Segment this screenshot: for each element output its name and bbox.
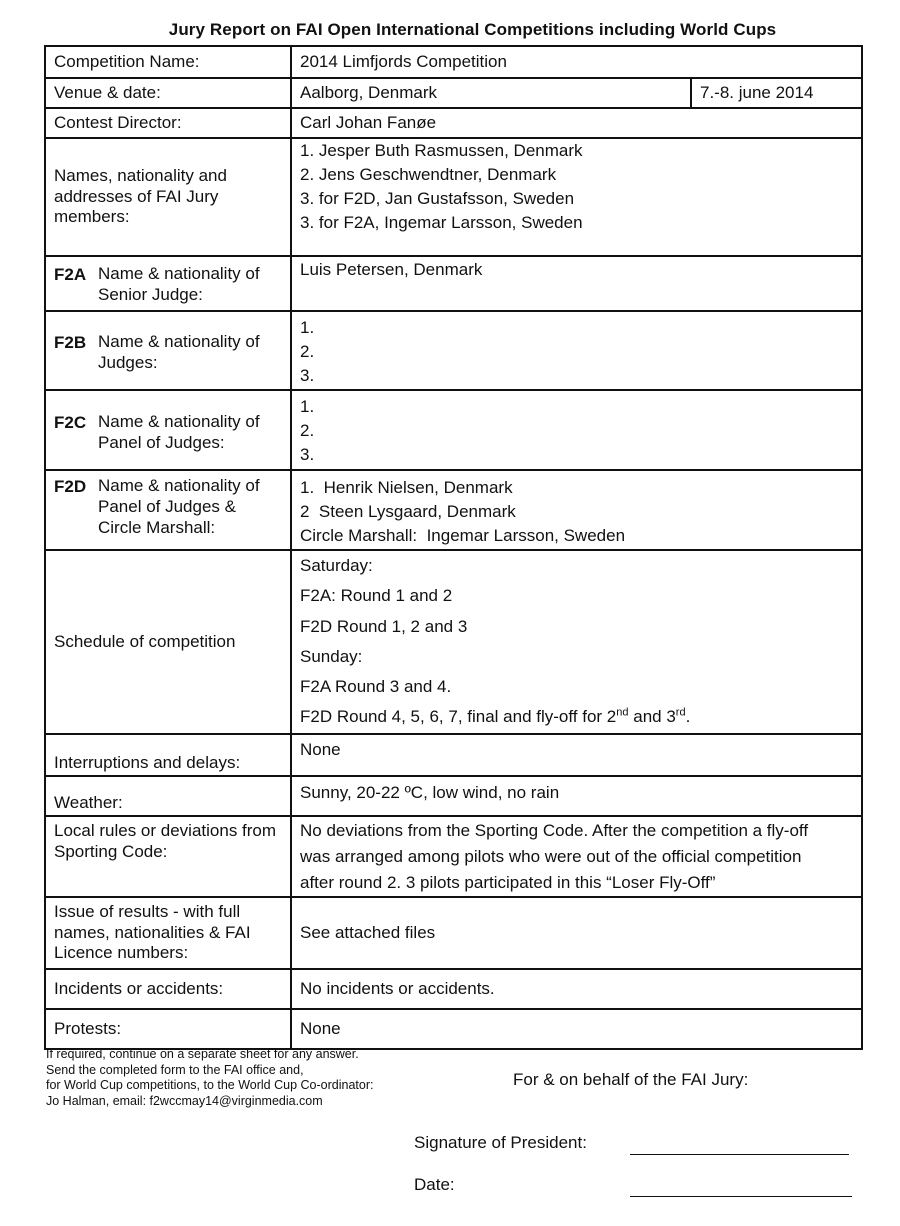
judge-entry: 1. Henrik Nielsen, Denmark (300, 478, 513, 497)
jury-member: 2. Jens Geschwendtner, Denmark (300, 165, 557, 184)
jury-report-form (44, 45, 863, 1050)
results-value: See attached files (291, 897, 862, 969)
schedule-line-final (300, 702, 853, 732)
local-rules-label: Local rules or deviations from Sporting Code: (45, 816, 291, 897)
weather-label: Weather: (45, 776, 291, 816)
schedule-text: and 3 (628, 707, 676, 727)
protests-value: None (291, 1009, 862, 1049)
interruptions-label: Interruptions and delays: (45, 734, 291, 776)
f2b-code: F2B (54, 333, 87, 352)
signature-label: Signature of President: (414, 1133, 587, 1152)
page-title: Jury Report on FAI Open International Competitions including World Cups (168, 20, 777, 39)
f2b-label: Name & nationality of Judges: (98, 332, 260, 372)
competition-label: Competition Name: (45, 46, 291, 78)
jury-label: Names, nationality and addresses of FAI Jury members: (45, 138, 291, 256)
f2b-judges (291, 311, 862, 390)
incidents-label: Incidents or accidents: (45, 969, 291, 1009)
f2a-code: F2A (54, 265, 87, 284)
schedule-text: . (685, 707, 691, 727)
venue-date: 7.-8. june 2014 (691, 78, 862, 108)
jury-behalf-text: For & on behalf of the FAI Jury: (513, 1070, 749, 1089)
row-competition (45, 46, 862, 78)
f2c-label-cell (45, 390, 291, 470)
row-results (45, 897, 862, 969)
incidents-value: No incidents or accidents. (291, 969, 862, 1009)
schedule-line: Sunday: (300, 646, 363, 666)
signature-line[interactable] (630, 1154, 849, 1155)
ordinal-suffix: rd (675, 706, 686, 719)
f2d-label-cell (45, 470, 291, 550)
f2a-value: Luis Petersen, Denmark (291, 256, 862, 311)
row-protests (45, 1009, 862, 1049)
judge-slot: 3. (300, 445, 315, 464)
f2c-label: Name & nationality of Panel of Judges: (98, 412, 260, 452)
competition-value: 2014 Limfjords Competition (291, 46, 862, 78)
schedule-line: F2A: Round 1 and 2 (300, 586, 453, 606)
judge-slot: 3. (300, 366, 315, 385)
f2d-code: F2D (54, 477, 87, 496)
row-f2a (45, 256, 862, 311)
schedule-line: Saturday: (300, 556, 373, 575)
circle-marshall-entry: Circle Marshall: Ingemar Larsson, Sweden (300, 526, 626, 545)
submission-note (46, 1047, 373, 1109)
date-label: Date: (414, 1175, 455, 1194)
schedule-lines (291, 550, 862, 734)
protests-label: Protests: (45, 1009, 291, 1049)
f2c-judges (291, 390, 862, 470)
local-rules-line: after round 2. 3 pilots participated in this “Loser Fly-Off” (300, 873, 716, 892)
note-line: Send the completed form to the FAI office and, (46, 1062, 304, 1077)
row-f2c (45, 390, 862, 470)
judge-slot: 2. (300, 342, 315, 361)
jury-member: 3. for F2D, Jan Gustafsson, Sweden (300, 189, 575, 208)
jury-member: 3. for F2A, Ingemar Larsson, Sweden (300, 213, 583, 232)
row-schedule (45, 550, 862, 734)
director-value: Carl Johan Fanøe (291, 108, 862, 138)
row-f2b (45, 311, 862, 390)
local-rules-line: No deviations from the Sporting Code. After the competition a fly-off (300, 821, 809, 840)
f2b-label-cell (45, 311, 291, 390)
schedule-line: F2A Round 3 and 4. (300, 677, 452, 697)
row-local-rules (45, 816, 862, 897)
local-rules-text (291, 816, 862, 897)
f2a-label-cell (45, 256, 291, 311)
interruptions-value: None (291, 734, 862, 776)
f2c-code: F2C (54, 413, 87, 432)
weather-value: Sunny, 20-22 ºC, low wind, no rain (291, 776, 862, 816)
row-incidents (45, 969, 862, 1009)
note-line: If required, continue on a separate sheet for any answer. (46, 1047, 359, 1061)
director-label: Contest Director: (45, 108, 291, 138)
row-director (45, 108, 862, 138)
jury-member: 1. Jesper Buth Rasmussen, Denmark (300, 141, 583, 160)
date-line[interactable] (630, 1196, 852, 1197)
judge-slot: 2. (300, 421, 315, 440)
local-rules-line: was arranged among pilots who were out of the official competition (300, 847, 802, 866)
row-weather (45, 776, 862, 816)
schedule-line: F2D Round 1, 2 and 3 (300, 616, 468, 636)
row-interruptions (45, 734, 862, 776)
note-line: Jo Halman, email: f2wccmay14@virginmedia.com (46, 1093, 323, 1108)
row-f2d (45, 470, 862, 550)
venue-value: Aalborg, Denmark (291, 78, 691, 108)
judge-slot: 1. (300, 318, 315, 337)
f2d-judges (291, 470, 862, 550)
schedule-text: F2D Round 4, 5, 6, 7, final and fly-off for 2 (300, 707, 617, 727)
judge-entry: 2 Steen Lysgaard, Denmark (300, 502, 516, 521)
f2a-label: Name & nationality of Senior Judge: (98, 264, 260, 304)
f2d-label: Name & nationality of Panel of Judges & Circle Marshall: (98, 476, 260, 537)
venue-label: Venue & date: (45, 78, 291, 108)
note-line: for World Cup competitions, to the World Cup Co-ordinator: (46, 1078, 374, 1092)
row-jury (45, 138, 862, 256)
ordinal-suffix: nd (616, 706, 629, 719)
jury-members (291, 138, 862, 256)
row-venue (45, 78, 862, 108)
judge-slot: 1. (300, 397, 315, 416)
results-label: Issue of results - with full names, nationalities & FAI Licence numbers: (45, 897, 291, 969)
schedule-label: Schedule of competition (45, 550, 291, 734)
